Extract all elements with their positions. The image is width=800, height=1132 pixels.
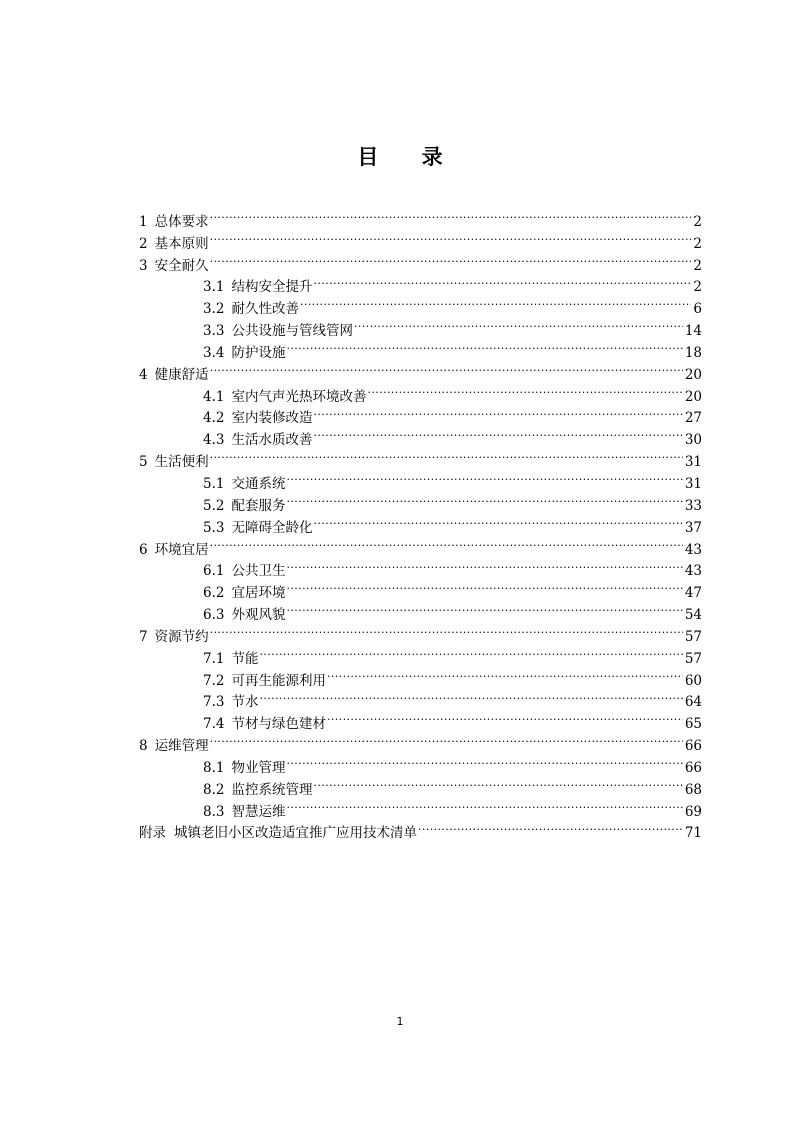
toc-entry-label: 资源节约 [154,628,209,645]
toc-entry-number: 7 [139,628,148,645]
toc-entry-label: 公共卫生 [231,563,286,580]
toc-dot-leader [286,750,682,772]
toc-entry-number: 8.2 [203,781,225,798]
toc-dot-leader [210,619,683,641]
toc-entry-label: 外观风貌 [231,607,286,624]
toc-entry-number: 8.3 [203,803,225,820]
toc-entry-label: 健康舒适 [154,366,209,383]
toc-entry-label: 配套服务 [231,497,286,514]
toc-dot-leader [313,401,682,423]
toc-entry-label: 防护设施 [231,344,286,361]
toc-entry-page: 43 [684,541,702,558]
toc-dot-leader [286,554,682,576]
toc-entry-label: 结构安全提升 [231,279,313,296]
toc-entry-number: 4.2 [203,410,225,427]
toc-chapter-entry[interactable] [139,226,702,252]
toc-entry-label: 耐久性改善 [231,301,299,318]
toc-chapter-entry[interactable] [139,728,702,755]
toc-entry-label: 可再生能源利用 [231,672,326,689]
toc-entry-page: 37 [684,519,702,536]
toc-dot-leader [313,422,682,444]
toc-entry-number: 3.2 [203,301,225,318]
toc-entry-page: 66 [684,738,702,755]
toc-entry-number: 4.3 [203,432,225,449]
toc-entry-page: 66 [684,759,702,776]
toc-dot-leader [286,597,682,619]
toc-entry-label: 交通系统 [231,475,286,492]
toc-entry-page: 20 [684,366,702,383]
toc-entry-label: 生活便利 [154,454,209,471]
toc-entry-number: 5.2 [203,497,225,514]
toc-entry-page: 64 [684,694,702,711]
toc-entry-page: 6 [693,301,702,318]
toc-dot-leader [286,575,682,597]
toc-section-entry[interactable] [139,750,702,776]
toc-dot-leader [313,772,682,794]
toc-entry-page: 33 [684,497,702,514]
toc-entry-page: 27 [684,410,702,427]
toc-entry-label: 基本原则 [154,235,209,252]
toc-entry-label: 总体要求 [154,213,209,230]
toc-dot-leader [327,706,683,728]
toc-entry-page: 2 [693,257,702,274]
toc-entry-label: 城镇老旧小区改造适宜推广应用技术清单 [174,825,417,842]
toc-chapter-entry[interactable] [139,532,702,558]
toc-entry-number: 5.3 [203,519,225,536]
table-of-contents [139,204,702,842]
toc-section-entry[interactable] [139,270,702,296]
toc-entry-number: 3.3 [203,323,225,340]
toc-section-entry[interactable] [139,379,702,405]
toc-entry-page: 57 [684,650,702,667]
toc-chapter-entry[interactable] [139,619,702,645]
page-number: 1 [396,1015,404,1028]
toc-entry-label: 安全耐久 [154,257,209,274]
toc-entry-label: 环境宜居 [154,541,209,558]
toc-entry-number: 1 [139,213,148,230]
toc-dot-leader [367,379,682,401]
toc-entry-number: 3.4 [203,344,225,361]
toc-entry-number: 6.3 [203,607,225,624]
toc-entry-label: 监控系统管理 [231,781,313,798]
toc-entry-number: 4.1 [203,388,225,405]
toc-entry-number: 6 [139,541,148,558]
toc-entry-number: 4 [139,366,148,383]
toc-dot-leader [210,728,683,750]
toc-entry-number: 附录 [139,825,166,842]
toc-entry-label: 节能 [231,650,259,667]
toc-entry-page: 2 [693,279,702,296]
toc-entry-page: 57 [684,628,702,645]
toc-dot-leader [210,444,683,466]
toc-entry-label: 智慧运维 [231,803,286,820]
toc-entry-number: 7.3 [203,694,225,711]
toc-entry-page: 60 [684,672,702,689]
toc-entry-label: 物业管理 [231,759,286,776]
toc-dot-leader [418,816,683,838]
toc-dot-leader [286,466,682,488]
toc-dot-leader [210,204,692,226]
toc-dot-leader [313,270,691,292]
toc-entry-label: 宜居环境 [231,585,286,602]
toc-entry-page: 18 [684,344,702,361]
toc-entry-number: 7.4 [203,716,225,733]
toc-entry-page: 47 [684,585,702,602]
toc-dot-leader [210,357,683,379]
toc-entry-number: 3 [139,257,148,274]
toc-section-entry[interactable] [139,554,702,580]
toc-entry-number: 6.1 [203,563,225,580]
toc-entry-number: 6.2 [203,585,225,602]
toc-dot-leader [210,226,692,248]
toc-entry-label: 运维管理 [154,738,209,755]
toc-entry-label: 生活水质改善 [231,432,313,449]
toc-entry-page: 14 [684,323,702,340]
toc-entry-number: 7.2 [203,672,225,689]
toc-entry-page: 43 [684,563,702,580]
toc-entry-label: 室内装修改造 [231,410,313,427]
toc-entry-page: 71 [684,825,702,842]
toc-dot-leader [259,641,682,663]
toc-entry-number: 3.1 [203,279,225,296]
toc-entry-label: 节材与绿色建材 [231,716,326,733]
toc-dot-leader [259,685,682,707]
toc-entry-page: 69 [684,803,702,820]
toc-entry-number: 2 [139,235,148,252]
toc-entry-page: 31 [684,475,702,492]
toc-entry-number: 8 [139,738,148,755]
toc-chapter-entry[interactable] [139,444,702,471]
toc-entry-number: 5.1 [203,475,225,492]
toc-entry-number: 5 [139,454,148,471]
toc-chapter-entry[interactable] [139,357,702,383]
toc-chapter-entry[interactable] [139,248,702,274]
toc-chapter-entry[interactable] [139,204,702,230]
toc-dot-leader [286,335,682,357]
toc-dot-leader [286,794,682,816]
toc-entry-page: 31 [684,454,702,471]
toc-entry-label: 公共设施与管线管网 [231,323,353,340]
toc-dot-leader [313,510,682,532]
toc-entry-page: 68 [684,781,702,798]
toc-dot-leader [210,532,683,554]
toc-dot-leader [286,488,682,510]
page-title: 目 录 [357,145,461,169]
toc-entry-page: 2 [693,235,702,252]
toc-entry-page: 2 [693,213,702,230]
toc-entry-page: 65 [684,716,702,733]
toc-entry-page: 54 [684,607,702,624]
toc-section-entry[interactable] [139,466,702,492]
toc-entry-label: 室内气声光热环境改善 [231,388,367,405]
toc-dot-leader [354,313,683,335]
toc-dot-leader [300,291,691,313]
toc-dot-leader [210,248,692,270]
toc-entry-page: 20 [684,388,702,405]
toc-entry-label: 无障碍全龄化 [231,519,313,536]
toc-entry-label: 节水 [231,694,259,711]
toc-section-entry[interactable] [139,641,702,667]
toc-entry-page: 30 [684,432,702,449]
toc-entry-number: 8.1 [203,759,225,776]
toc-dot-leader [327,663,683,685]
toc-entry-number: 7.1 [203,650,225,667]
